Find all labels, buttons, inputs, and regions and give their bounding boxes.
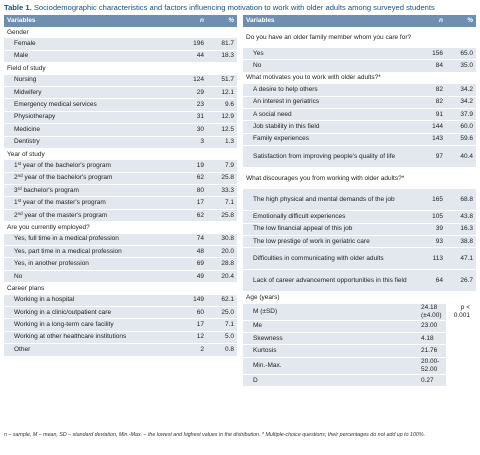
age-label: Me (243, 320, 418, 332)
table-row (243, 189, 476, 211)
section-row (4, 283, 237, 295)
table-row (4, 75, 237, 87)
table-row (243, 48, 476, 60)
row-label (4, 136, 179, 148)
row-percent: 12.9 (207, 111, 237, 123)
row-label (243, 211, 418, 223)
row-label (4, 197, 179, 209)
age-value: 4.18 (418, 333, 446, 345)
row-label (243, 108, 418, 120)
table-row (4, 246, 237, 258)
row-n: 105 (418, 211, 446, 223)
section-row (4, 63, 237, 75)
row-label (243, 48, 418, 60)
age-row (243, 320, 476, 332)
row-label-text: The low prestige of work in geriatric care (253, 237, 370, 245)
table-number: Table 1. (4, 3, 32, 12)
row-label (243, 248, 418, 270)
row-percent: 18.3 (207, 50, 237, 62)
row-label-text: Other (14, 345, 31, 353)
row-n: 69 (179, 258, 207, 270)
row-n: 48 (179, 246, 207, 258)
row-ordinal-suffix: st (17, 160, 22, 166)
row-label-text: A desire to help others (253, 85, 318, 93)
header-n: n (179, 15, 207, 27)
age-label: Kurtosis (243, 345, 418, 357)
table-row (4, 331, 237, 343)
row-percent: 30.8 (207, 234, 237, 246)
row-ordinal: 2 (14, 211, 18, 219)
row-n: 149 (179, 295, 207, 307)
row-label-text: year of the bachelor's program (22, 174, 113, 182)
row-label (4, 124, 179, 136)
row-percent: 51.7 (207, 75, 237, 87)
row-percent: 25.8 (207, 172, 237, 184)
row-label (243, 96, 418, 108)
row-percent: 59.6 (446, 133, 476, 145)
row-n: 113 (418, 248, 446, 270)
table-row (4, 295, 237, 307)
row-label-text: year of the bachelor's program (21, 161, 111, 169)
age-pvalue (446, 357, 476, 374)
row-percent: 47.1 (446, 248, 476, 270)
row-label-text: Male (14, 52, 29, 60)
section-row (4, 222, 237, 234)
row-n: 23 (179, 99, 207, 111)
row-label (4, 86, 179, 98)
table-row (243, 96, 476, 108)
age-label: M (±SD) (243, 304, 418, 321)
row-n: 31 (179, 111, 207, 123)
section-title: Age (years) (243, 292, 476, 304)
row-percent: 25.0 (207, 306, 237, 318)
section-title: What motivates you to work with older adults?* (243, 72, 476, 84)
row-n: 12 (179, 331, 207, 343)
row-label-text: The high physical and mental demands of the job (253, 195, 395, 203)
table-row (243, 270, 476, 292)
row-label-text: Yes, in another profession (14, 260, 89, 268)
age-label: D (243, 374, 418, 386)
table-row (243, 146, 476, 168)
table-row (243, 223, 476, 235)
row-label-text: Physiotherapy (14, 113, 56, 121)
table-row (4, 234, 237, 246)
row-percent: 34.2 (446, 84, 476, 96)
row-percent: 25.8 (207, 209, 237, 221)
table-row (4, 209, 237, 221)
row-label-text: Family experiences (253, 135, 309, 143)
row-label (4, 50, 179, 62)
age-value: 23.00 (418, 320, 446, 332)
row-percent: 7.9 (207, 160, 237, 172)
row-ordinal: 3 (14, 186, 18, 194)
row-label-text: Yes, part time in a medical profession (14, 247, 122, 255)
row-label-text: Dentistry (14, 138, 40, 146)
table-row (243, 84, 476, 96)
row-ordinal-suffix: rd (17, 185, 22, 191)
row-label (4, 234, 179, 246)
age-row (243, 374, 476, 386)
row-percent: 20.0 (207, 246, 237, 258)
age-row (243, 345, 476, 357)
age-pvalue (446, 320, 476, 332)
row-label-text: Difficulties in communicating with older adults (253, 254, 384, 262)
row-label (4, 38, 179, 50)
header-percent: % (446, 15, 476, 27)
age-label: Skewness (243, 333, 418, 345)
row-n: 3 (179, 136, 207, 148)
section-row (243, 72, 476, 84)
row-n: 29 (179, 86, 207, 98)
table-footnote: n – sample, M – mean, SD – standard deviation, Min.-Max. – the lowest and highest values in the distribution. * Multiple-choice questions; their percentages do not add up to 100%. (4, 432, 426, 438)
age-value: 0.27 (418, 374, 446, 386)
row-n: 62 (179, 172, 207, 184)
table-row (4, 185, 237, 197)
row-ordinal: 1 (14, 199, 18, 207)
age-label: Min.-Max. (243, 357, 418, 374)
row-percent: 0.8 (207, 344, 237, 356)
row-label-text: No (14, 272, 23, 280)
table-row (4, 99, 237, 111)
row-percent: 9.6 (207, 99, 237, 111)
table-row (4, 258, 237, 270)
table-row (243, 235, 476, 247)
row-percent: 37.9 (446, 108, 476, 120)
table-row (4, 136, 237, 148)
row-n: 143 (418, 133, 446, 145)
row-n: 93 (418, 235, 446, 247)
header-variables: Variables (243, 15, 418, 27)
row-n: 124 (179, 75, 207, 87)
row-label (4, 246, 179, 258)
row-n: 74 (179, 234, 207, 246)
row-label (4, 160, 179, 172)
row-percent: 16.3 (446, 223, 476, 235)
row-label-text: Nursing (14, 76, 37, 84)
row-label (4, 306, 179, 318)
row-label-text: Lack of career advancement opportunities in this field (253, 276, 407, 284)
row-percent: 38.8 (446, 235, 476, 247)
row-label (4, 209, 179, 221)
row-label (4, 295, 179, 307)
table-row (4, 319, 237, 331)
row-percent: 34.2 (446, 96, 476, 108)
row-percent: 40.4 (446, 146, 476, 168)
row-label-text: No (253, 62, 262, 70)
row-percent: 28.8 (207, 258, 237, 270)
row-n: 62 (179, 209, 207, 221)
row-n: 80 (179, 185, 207, 197)
age-value: 20.00-52.00 (418, 357, 446, 374)
section-title: Are you currently employed? (4, 222, 237, 234)
table-row (243, 121, 476, 133)
row-label-text: An interest in geriatrics (253, 98, 320, 106)
row-label-text: Satisfaction from improving people's quality of life (253, 152, 396, 160)
age-value: 24.18 (±4.00) (418, 304, 446, 321)
row-n: 19 (179, 160, 207, 172)
section-row (4, 148, 237, 160)
section-row (243, 27, 476, 48)
row-ordinal: 2 (14, 174, 18, 182)
row-percent: 12.5 (207, 124, 237, 136)
row-label (243, 235, 418, 247)
row-label (4, 99, 179, 111)
header-variables: Variables (4, 15, 179, 27)
table-row (4, 50, 237, 62)
table-caption: Sociodemographic characteristics and factors influencing motivation to work with older adults among surveyed students (31, 3, 435, 12)
table-row (4, 172, 237, 184)
header-percent: % (207, 15, 237, 27)
row-percent: 5.0 (207, 331, 237, 343)
row-label (243, 146, 418, 168)
table-row (4, 86, 237, 98)
row-label (4, 331, 179, 343)
row-n: 84 (418, 60, 446, 72)
row-n: 165 (418, 189, 446, 211)
table-row (4, 38, 237, 50)
table-row (4, 306, 237, 318)
right-column (243, 15, 476, 387)
row-label-text: Midwifery (14, 88, 42, 96)
row-percent: 81.7 (207, 38, 237, 50)
section-title: Year of study (4, 148, 237, 160)
age-row (243, 333, 476, 345)
row-label (243, 121, 418, 133)
row-label-text: year of the master's program (22, 211, 108, 219)
row-percent: 62.1 (207, 295, 237, 307)
row-n: 91 (418, 108, 446, 120)
row-percent: 43.8 (446, 211, 476, 223)
row-label-text: Working in a clinic/outpatient care (14, 308, 112, 316)
row-label (4, 319, 179, 331)
row-label-text: Job stability in this field (253, 123, 320, 131)
row-n: 17 (179, 197, 207, 209)
row-n: 196 (179, 38, 207, 50)
row-percent: 7.1 (207, 197, 237, 209)
row-percent: 35.0 (446, 60, 476, 72)
row-label-text: A social need (253, 110, 292, 118)
row-label (4, 258, 179, 270)
section-title: Career plans (4, 283, 237, 295)
row-label (243, 189, 418, 211)
row-percent: 20.4 (207, 270, 237, 282)
section-title: Field of study (4, 63, 237, 75)
section-row (4, 27, 237, 38)
row-label-text: Emergency medical services (14, 101, 97, 109)
age-pvalue (446, 374, 476, 386)
section-title: What discourages you from working with older adults?* (243, 168, 476, 190)
table-row (4, 344, 237, 356)
age-row (243, 357, 476, 374)
age-value: 21.76 (418, 345, 446, 357)
row-label (4, 75, 179, 87)
row-n: 39 (418, 223, 446, 235)
left-table (4, 15, 237, 357)
row-n: 49 (179, 270, 207, 282)
row-ordinal: 1 (14, 161, 18, 169)
row-label (4, 270, 179, 282)
table-row (243, 211, 476, 223)
age-row (243, 304, 476, 321)
row-label (4, 172, 179, 184)
right-table (243, 15, 476, 387)
section-row (243, 168, 476, 190)
row-percent: 12.1 (207, 86, 237, 98)
row-label-text: Working in a long-term care facility (14, 321, 114, 329)
table-row (243, 133, 476, 145)
row-label (4, 344, 179, 356)
row-label-text: The low financial appeal of this job (253, 225, 353, 233)
row-label-text: Yes, full time in a medical profession (14, 235, 119, 243)
row-label-text: Working in a hospital (14, 296, 75, 304)
row-n: 30 (179, 124, 207, 136)
row-label (243, 223, 418, 235)
row-percent: 60.0 (446, 121, 476, 133)
row-label-text: Female (14, 40, 36, 48)
row-n: 2 (179, 344, 207, 356)
header-n: n (418, 15, 446, 27)
row-label (243, 84, 418, 96)
row-percent: 68.8 (446, 189, 476, 211)
row-percent: 65.0 (446, 48, 476, 60)
row-label-text: Yes (253, 49, 264, 57)
row-ordinal-suffix: nd (17, 210, 23, 216)
row-label (4, 185, 179, 197)
row-n: 60 (179, 306, 207, 318)
row-label (4, 111, 179, 123)
section-row (243, 292, 476, 304)
section-title: Gender (4, 27, 237, 38)
row-ordinal-suffix: nd (17, 173, 23, 179)
table-row (4, 160, 237, 172)
row-label-text: bachelor's program (21, 186, 79, 194)
row-percent: 1.3 (207, 136, 237, 148)
table-title (4, 3, 476, 13)
age-pvalue (446, 345, 476, 357)
left-column (4, 15, 237, 387)
age-pvalue: p < 0.001 (446, 304, 476, 321)
age-pvalue (446, 333, 476, 345)
row-n: 82 (418, 96, 446, 108)
table-row (4, 270, 237, 282)
row-percent: 26.7 (446, 270, 476, 292)
row-n: 97 (418, 146, 446, 168)
header-row (243, 15, 476, 27)
row-n: 44 (179, 50, 207, 62)
row-label-text: Working at other healthcare institutions (14, 333, 127, 341)
row-label-text: Emotionally difficult experiences (253, 212, 346, 220)
row-label-text: year of the master's program (21, 199, 106, 207)
row-percent: 7.1 (207, 319, 237, 331)
row-n: 156 (418, 48, 446, 60)
row-percent: 33.3 (207, 185, 237, 197)
row-label (243, 133, 418, 145)
table-row (4, 111, 237, 123)
table-row (243, 108, 476, 120)
table-row (243, 60, 476, 72)
row-label (243, 60, 418, 72)
table-row (4, 197, 237, 209)
row-label (243, 270, 418, 292)
table-row (4, 124, 237, 136)
row-ordinal-suffix: st (17, 198, 22, 204)
row-n: 144 (418, 121, 446, 133)
header-row (4, 15, 237, 27)
row-n: 17 (179, 319, 207, 331)
table-row (243, 248, 476, 270)
row-label-text: Medicine (14, 125, 41, 133)
row-n: 64 (418, 270, 446, 292)
row-n: 82 (418, 84, 446, 96)
section-title: Do you have an older family member whom you care for? (243, 27, 476, 48)
